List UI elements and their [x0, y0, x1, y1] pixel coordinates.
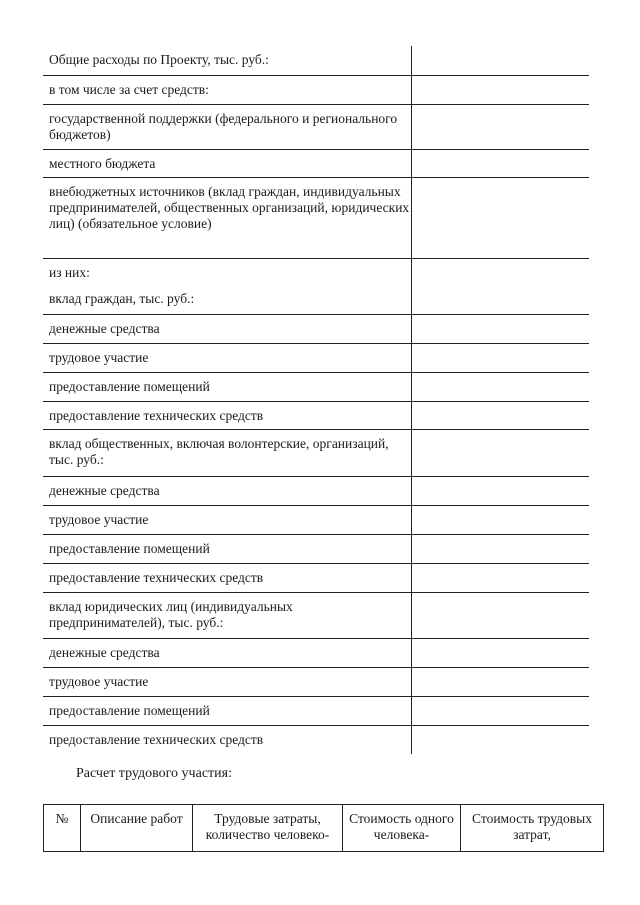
funding-row-value[interactable]: [412, 177, 590, 258]
funding-row-label: предоставление помещений: [43, 696, 412, 725]
funding-row-value[interactable]: [412, 429, 590, 476]
funding-row: [43, 563, 589, 592]
funding-row: [43, 638, 589, 667]
funding-row-value[interactable]: [412, 149, 590, 177]
funding-row-value[interactable]: [412, 372, 590, 401]
funding-row-value[interactable]: [412, 104, 590, 149]
funding-row-label: денежные средства: [43, 314, 412, 343]
funding-row-label: денежные средства: [43, 476, 412, 505]
funding-row: [43, 505, 589, 534]
funding-row-label: предоставление помещений: [43, 372, 412, 401]
funding-row: [43, 592, 589, 638]
funding-row: [43, 46, 589, 75]
labor-calculation-table: [43, 804, 604, 852]
funding-row-value[interactable]: [412, 534, 590, 563]
col-total-cost-header: Стоимость трудовых затрат,: [461, 805, 604, 852]
funding-row: [43, 149, 589, 177]
funding-row-value[interactable]: [412, 667, 590, 696]
funding-row-label: предоставление помещений: [43, 534, 412, 563]
funding-row-value[interactable]: [412, 75, 590, 104]
funding-row-label: внебюджетных источников (вклад граждан, индивидуальных предпринимателей, общественных организаций, юридических лиц) (обязательное условие): [43, 177, 412, 258]
funding-row-value[interactable]: [412, 314, 590, 343]
funding-row: [43, 75, 589, 104]
funding-row-value[interactable]: [412, 401, 590, 429]
funding-row: [43, 177, 589, 258]
labor-table-header-row: [44, 805, 604, 852]
funding-table: [43, 46, 589, 754]
funding-row-value[interactable]: [412, 725, 590, 754]
funding-row: [43, 725, 589, 754]
funding-row-value[interactable]: [412, 505, 590, 534]
funding-row-label: предоставление технических средств: [49, 731, 264, 747]
funding-row: [43, 667, 589, 696]
col-number-header: №: [44, 805, 81, 852]
col-labor-costs-header: Трудовые затраты, количество человеко-: [193, 805, 343, 852]
funding-row-value[interactable]: [412, 476, 590, 505]
funding-row: [43, 258, 589, 286]
funding-row-label: трудовое участие: [43, 343, 412, 372]
funding-row-label: государственной поддержки (федерального и регионального бюджетов): [43, 104, 412, 149]
funding-row: [43, 401, 589, 429]
funding-row-value[interactable]: [412, 343, 590, 372]
funding-row-label: в том числе за счет средств:: [43, 75, 412, 104]
funding-row-label: денежные средства: [43, 638, 412, 667]
funding-row-value[interactable]: [412, 696, 590, 725]
col-unit-cost-header: Стоимость одного человека-: [343, 805, 461, 852]
funding-row-label: из них:: [49, 264, 90, 280]
funding-row-label: вклад общественных, включая волонтерские, организаций, тыс. руб.:: [43, 429, 412, 476]
funding-row-label: трудовое участие: [43, 505, 412, 534]
funding-row-label: вклад граждан, тыс. руб.:: [43, 286, 412, 314]
funding-row-value[interactable]: [412, 563, 590, 592]
funding-row-value[interactable]: [412, 46, 590, 75]
funding-row: [43, 696, 589, 725]
funding-row: [43, 286, 589, 314]
labor-calculation-title: Расчет трудового участия:: [76, 766, 232, 781]
funding-row: [43, 429, 589, 476]
funding-row: [43, 343, 589, 372]
funding-row-label: предоставление технических средств: [43, 401, 412, 429]
funding-row: [43, 104, 589, 149]
funding-row-label: предоставление технических средств: [43, 563, 412, 592]
col-work-description-header: Описание работ: [81, 805, 193, 852]
funding-row-value[interactable]: [412, 286, 590, 314]
funding-row-label: трудовое участие: [43, 667, 412, 696]
funding-row-label: Общие расходы по Проекту, тыс. руб.:: [43, 46, 412, 75]
funding-row-value[interactable]: [412, 592, 590, 638]
funding-row: [43, 534, 589, 563]
funding-row: [43, 372, 589, 401]
funding-row: [43, 314, 589, 343]
funding-row-label: вклад юридических лиц (индивидуальных предпринимателей), тыс. руб.:: [43, 592, 412, 638]
funding-row-value[interactable]: [412, 258, 590, 286]
funding-row-value[interactable]: [412, 638, 590, 667]
funding-row-label: местного бюджета: [43, 149, 412, 177]
funding-row: [43, 476, 589, 505]
